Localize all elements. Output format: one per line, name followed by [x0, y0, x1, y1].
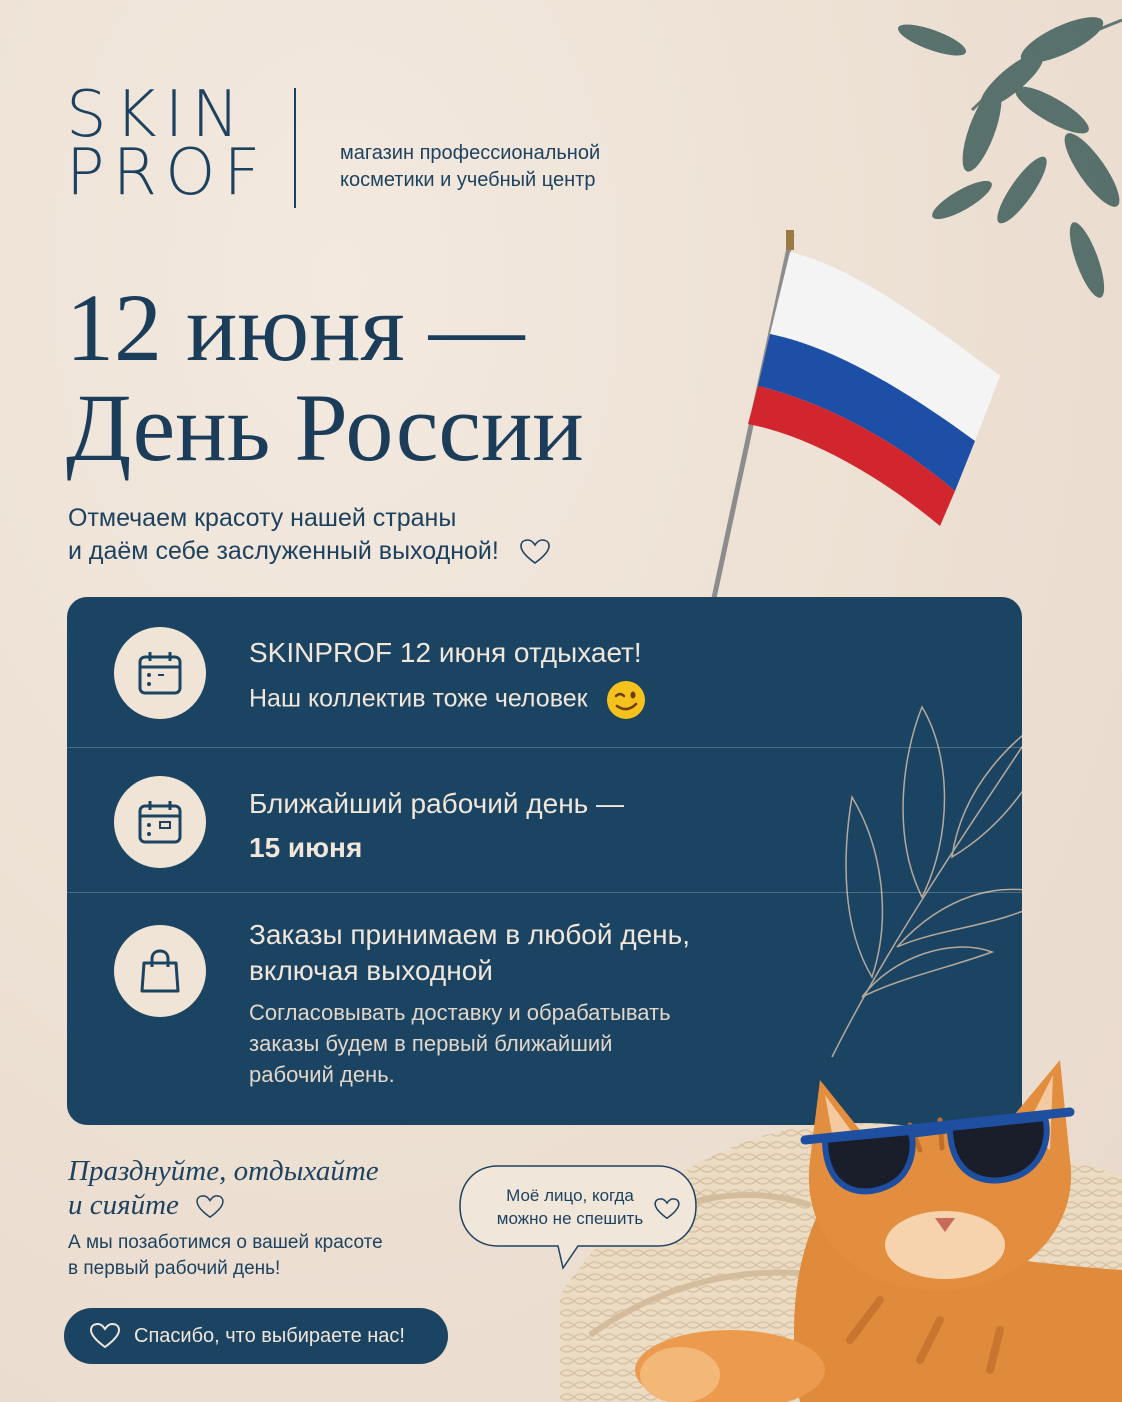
thanks-button-label: Спасибо, что выбираете нас!: [134, 1324, 405, 1347]
thanks-button[interactable]: [64, 1308, 448, 1364]
closed-notice-text: Наш коллектив тоже человек: [249, 684, 588, 713]
shopping-bag-icon-badge: [114, 925, 206, 1017]
celebrate-heading: Празднуйте, отдыхайте и сияйте: [68, 1155, 379, 1221]
calendar-icon-badge: [114, 627, 206, 719]
brand-logo: [66, 78, 269, 210]
next-workday-title: Ближайший рабочий день —: [249, 788, 625, 819]
care-text: А мы позаботимся о вашей красоте в первый рабочий день!: [68, 1232, 383, 1279]
heart-icon: [196, 1195, 224, 1219]
logo-line-1: SKIN: [66, 78, 248, 152]
shopping-bag-icon: [136, 947, 184, 995]
page-subtitle: Отмечаем красоту нашей страны и даём себе заслуженный выходной!: [68, 502, 550, 568]
orders-text: Согласовывать доставку и обрабатывать заказы будем в первый ближайший рабочий день.: [249, 1000, 671, 1087]
orders-title: Заказы принимаем в любой день, включая выходной: [249, 919, 691, 986]
wink-emoji-icon: [605, 679, 647, 721]
logo-divider: [294, 88, 296, 208]
calendar-icon-badge: [114, 776, 206, 868]
calendar-icon: [136, 798, 184, 846]
info-row-closed: [67, 597, 1022, 747]
heart-icon: [654, 1198, 680, 1220]
brand-tagline: магазин профессиональной косметики и учебный центр: [340, 142, 601, 191]
heart-icon: [520, 539, 550, 565]
heart-icon: [90, 1323, 120, 1349]
next-workday-date: 15 июня: [249, 832, 363, 863]
logo-line-2: PROF: [66, 136, 269, 210]
page-title: 12 июня — День России: [66, 274, 584, 481]
russian-flag-icon: [700, 226, 1010, 606]
info-row-next-workday: [67, 747, 1022, 893]
calendar-icon: [136, 649, 184, 697]
speech-bubble-text: Моё лицо, когда можно не спешить: [496, 1186, 644, 1228]
closed-notice-title: SKINPROF 12 июня отдыхает!: [249, 637, 642, 668]
